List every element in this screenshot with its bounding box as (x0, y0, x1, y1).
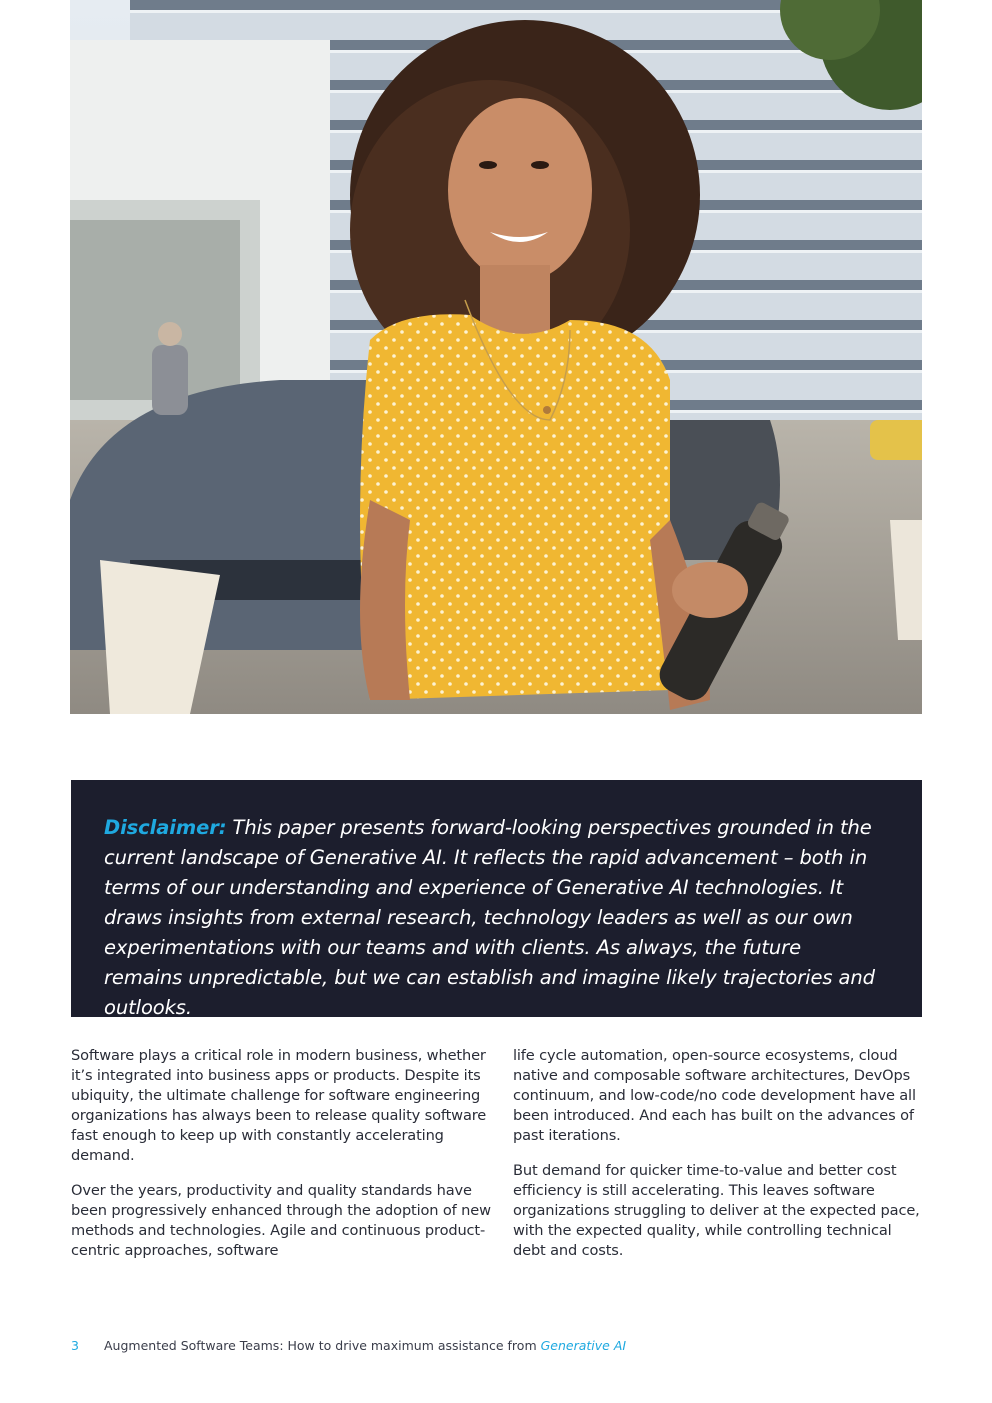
disclaimer-body: This paper presents forward-looking perspectives grounded in the current landscape of Generative AI. It reflects the rapid advancement – both in terms of our understanding and experience of Generative AI technologies. It draws insights from external research, technology leaders as well as our own experimentations with our teams and with clients. As always, the future remains unpredictable, but we can establish and imagine likely trajectories and outlooks. (104, 816, 875, 1019)
body-column-left (71, 1046, 491, 1276)
hero-photo-illustration (70, 0, 922, 714)
page-number: 3 (71, 1338, 79, 1353)
disclaimer-box (71, 780, 922, 1017)
paragraph: Software plays a critical role in modern business, whether it’s integrated into business apps or products. Despite its ubiquity, the ultimate challenge for software engineering organizations has always been to release quality software fast enough to keep up with constantly accelerating demand. (71, 1047, 487, 1164)
hero-photo (70, 0, 922, 714)
footer-title-emphasis: Generative AI (540, 1338, 627, 1353)
paragraph: But demand for quicker time-to-value and better cost efficiency is still accelerating. This leaves software organizations struggling to deliver at the expected pace, with the expected quality, while controlling technical debt and costs. (513, 1162, 920, 1259)
disclaimer-text (104, 813, 882, 1023)
paragraph: Over the years, productivity and quality standards have been progressively enhanced through the adoption of new methods and technologies. Agile and continuous product-centric approaches, software (71, 1182, 491, 1259)
page-footer (71, 1338, 626, 1353)
disclaimer-label: Disclaimer: (104, 816, 227, 839)
footer-title: Augmented Software Teams: How to drive maximum assistance from (104, 1338, 541, 1353)
body-column-right (513, 1046, 923, 1276)
paragraph: life cycle automation, open-source ecosystems, cloud native and composable software architectures, DevOps continuum, and low-code/no code development have all been introduced. And each has built on the advances of past iterations. (513, 1047, 916, 1144)
